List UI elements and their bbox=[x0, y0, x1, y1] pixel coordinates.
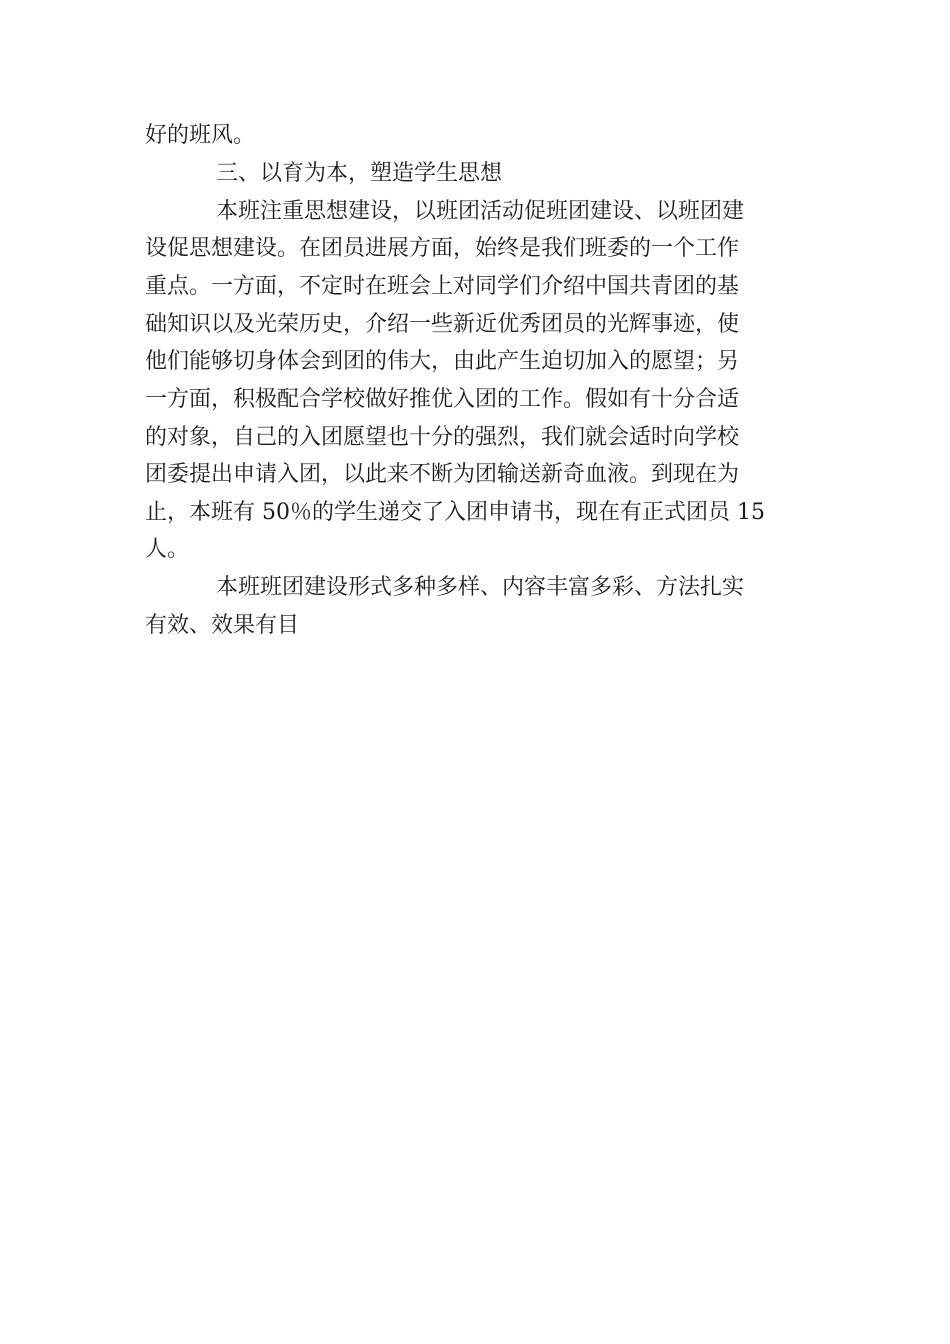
paragraph-line: 团委提出申请入团，以此来不断为团输送新奇血液。到现在为 bbox=[145, 462, 740, 487]
paragraph-line: 本班注重思想建设，以班团活动促班团建设、以班团建 bbox=[216, 199, 745, 224]
paragraph-line: 的对象，自己的入团愿望也十分的强烈，我们就会适时向学校 bbox=[145, 425, 740, 450]
paragraph-line: 本班班团建设形式多种多样、内容丰富多彩、方法扎实 bbox=[216, 575, 745, 600]
paragraph-line: 础知识以及光荣历史，介绍一些新近优秀团员的光辉事迹，使 bbox=[145, 312, 740, 337]
paragraph-line: 重点。一方面，不定时在班会上对同学们介绍中国共青团的基 bbox=[145, 274, 740, 299]
paragraph-line: 好的班风。 bbox=[145, 123, 256, 148]
paragraph-line: 有效、效果有目 bbox=[145, 613, 300, 638]
paragraph-line: 人。 bbox=[145, 537, 190, 562]
paragraph-line: 一方面，积极配合学校做好推优入团的工作。假如有十分合适 bbox=[145, 387, 740, 412]
section-heading: 三、以育为本，塑造学生思想 bbox=[216, 161, 503, 186]
paragraph-line: 止，本班有 50％的学生递交了入团申请书，现在有正式团员 15 bbox=[145, 500, 765, 525]
paragraph-line: 设促思想建设。在团员进展方面，始终是我们班委的一个工作 bbox=[145, 236, 740, 261]
paragraph-line: 他们能够切身体会到团的伟大，由此产生迫切加入的愿望；另 bbox=[145, 349, 740, 374]
